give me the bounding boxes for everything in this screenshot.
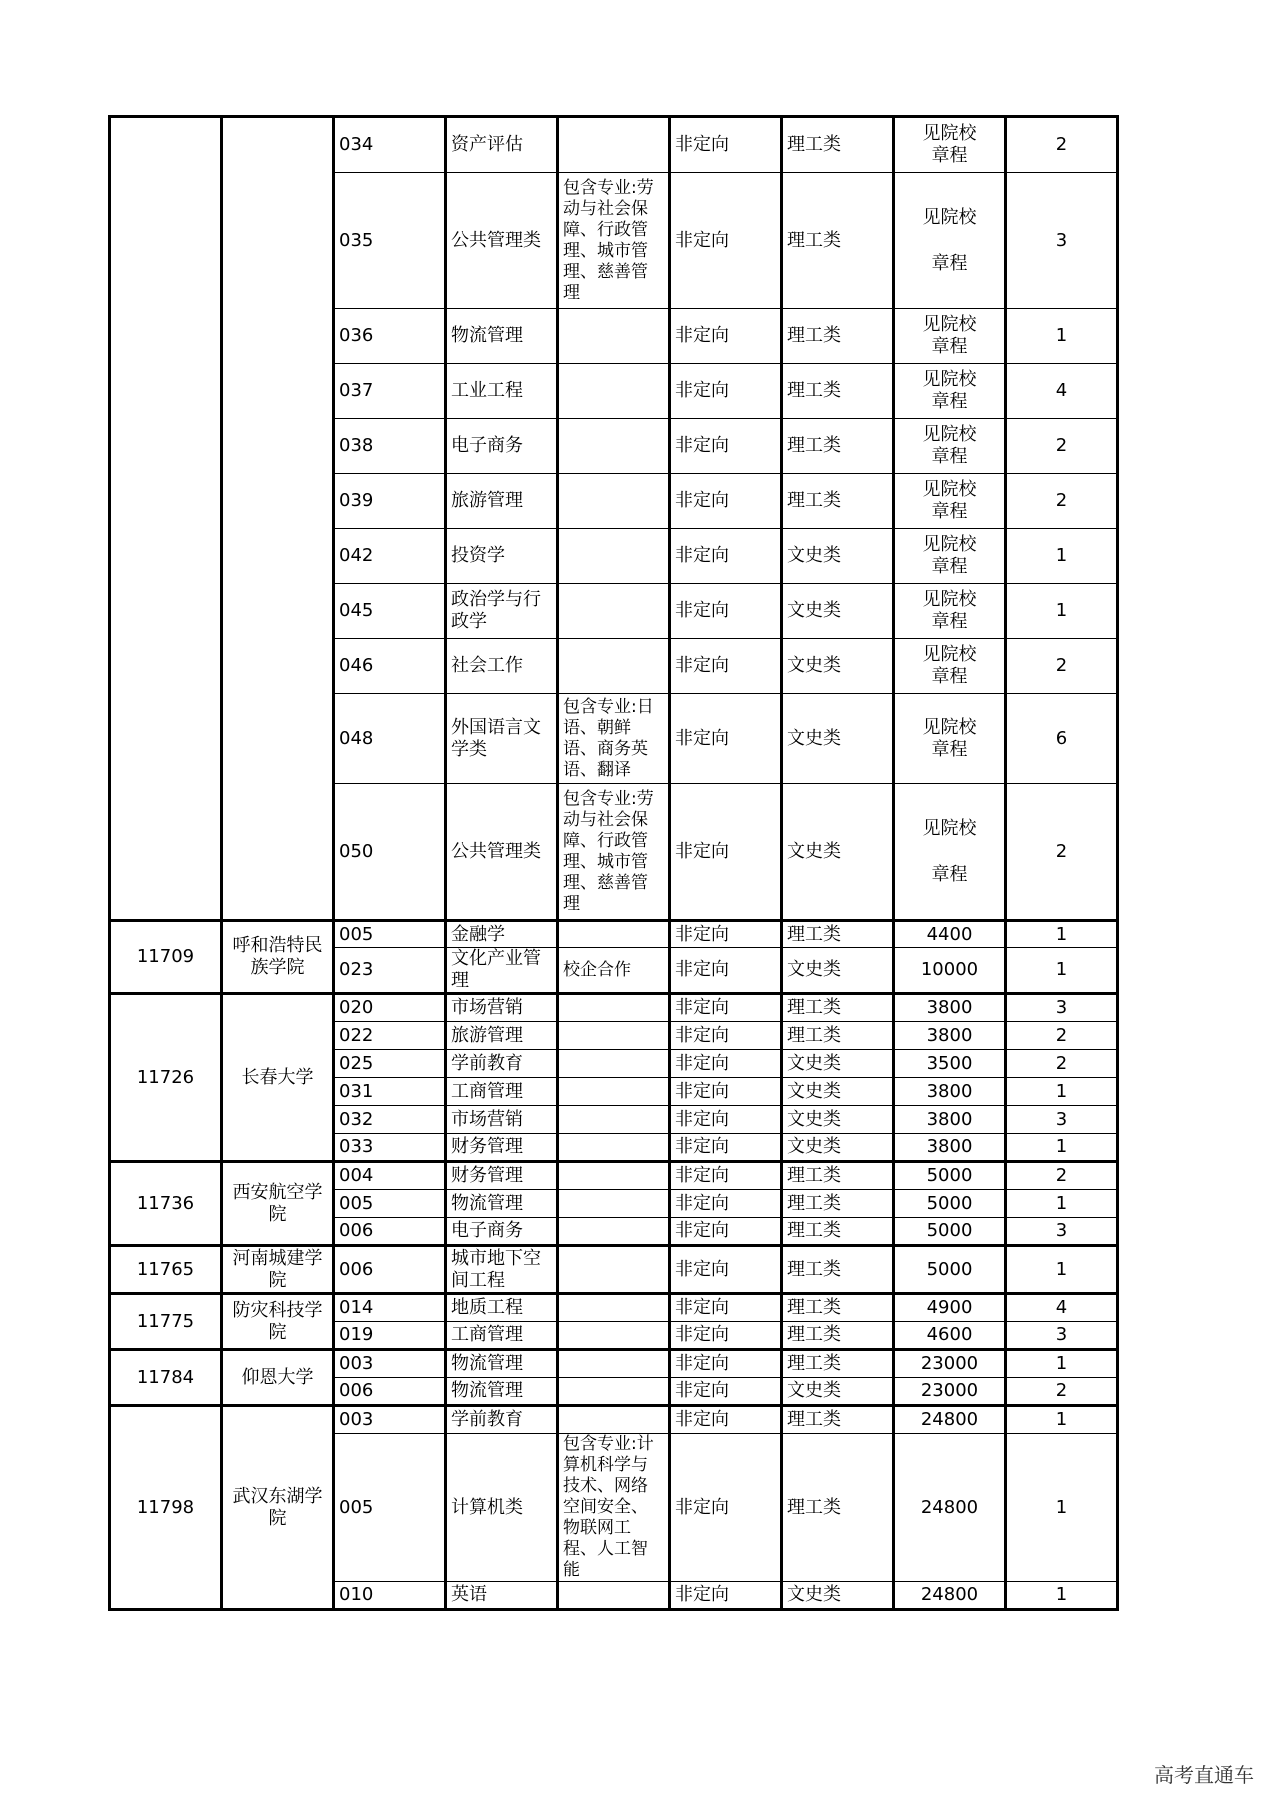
major-note-cell	[558, 1190, 670, 1218]
tuition-fee-cell	[894, 1294, 1006, 1322]
major-code-cell: 004	[334, 1162, 446, 1190]
institution-code-cell: 11736	[110, 1162, 222, 1246]
major-code-cell: 032	[334, 1106, 446, 1134]
major-code-cell: 006	[334, 1378, 446, 1406]
tuition-fee-cell	[894, 1322, 1006, 1350]
major-note-cell	[558, 584, 670, 639]
tuition-fee-line: 见院校	[922, 123, 977, 144]
direction-cell: 非定向	[670, 1078, 782, 1106]
major-note-cell	[558, 1162, 670, 1190]
tuition-fee-cell	[894, 1350, 1006, 1378]
tuition-fee-cell	[894, 1134, 1006, 1162]
tuition-fee-line: 见院校	[922, 314, 977, 335]
major-code-cell: 042	[334, 529, 446, 584]
major-code-cell: 022	[334, 1022, 446, 1050]
table-row	[110, 994, 1118, 1022]
tuition-fee-line: 见院校	[922, 534, 977, 555]
tuition-fee-line: 24800	[920, 1584, 979, 1605]
table-row	[110, 1246, 1118, 1294]
major-note-cell	[558, 529, 670, 584]
category-cell: 文史类	[782, 1582, 894, 1610]
tuition-fee-line: 5000	[926, 1220, 973, 1241]
tuition-fee-cell	[894, 117, 1006, 173]
institution-name-cell: 长春大学	[222, 994, 334, 1162]
major-code-cell: 006	[334, 1246, 446, 1294]
major-name-cell: 工商管理	[446, 1078, 558, 1106]
tuition-fee-line: 章程	[931, 336, 968, 357]
tuition-fee-line: 见院校	[922, 479, 977, 500]
direction-cell: 非定向	[670, 1582, 782, 1610]
major-name-cell: 电子商务	[446, 1218, 558, 1246]
table-row	[110, 1350, 1118, 1378]
major-name-cell: 公共管理类	[446, 173, 558, 309]
major-note-cell	[558, 1078, 670, 1106]
major-code-cell: 034	[334, 117, 446, 173]
tuition-fee-line: 3800	[926, 1108, 973, 1130]
plan-count-cell: 2	[1006, 1022, 1118, 1050]
plan-count-cell: 2	[1006, 117, 1118, 173]
major-code-cell: 014	[334, 1294, 446, 1322]
plan-count-cell: 3	[1006, 1322, 1118, 1350]
major-note-cell: 包含专业:劳动与社会保障、行政管理、城市管理、慈善管理	[558, 173, 670, 309]
tuition-fee-cell	[894, 784, 1006, 921]
plan-count-cell: 1	[1006, 1246, 1118, 1294]
category-cell: 理工类	[782, 419, 894, 474]
tuition-fee-cell	[894, 584, 1006, 639]
tuition-fee-line: 章程	[931, 666, 968, 687]
direction-cell: 非定向	[670, 1190, 782, 1218]
major-name-cell: 资产评估	[446, 117, 558, 173]
plan-count-cell: 1	[1006, 1434, 1118, 1582]
tuition-fee-line: 章程	[931, 863, 968, 885]
major-note-cell	[558, 1322, 670, 1350]
major-name-cell: 文化产业管理	[446, 948, 558, 994]
plan-count-cell: 1	[1006, 1350, 1118, 1378]
category-cell: 理工类	[782, 364, 894, 419]
tuition-fee-cell	[894, 694, 1006, 784]
major-note-cell: 校企合作	[558, 948, 670, 994]
category-cell: 理工类	[782, 921, 894, 948]
tuition-fee-line: 见院校	[922, 206, 977, 228]
major-note-cell	[558, 994, 670, 1022]
major-name-cell: 物流管理	[446, 1190, 558, 1218]
tuition-fee-line: 4400	[926, 923, 973, 945]
major-code-cell: 003	[334, 1350, 446, 1378]
major-name-cell: 旅游管理	[446, 474, 558, 529]
tuition-fee-cell	[894, 1246, 1006, 1294]
major-name-cell: 公共管理类	[446, 784, 558, 921]
major-note-cell	[558, 1350, 670, 1378]
category-cell: 理工类	[782, 1022, 894, 1050]
direction-cell: 非定向	[670, 309, 782, 364]
major-name-cell: 电子商务	[446, 419, 558, 474]
plan-count-cell: 1	[1006, 1582, 1118, 1610]
tuition-fee-line: 见院校	[922, 424, 977, 445]
institution-name-cell: 仰恩大学	[222, 1350, 334, 1406]
tuition-fee-cell	[894, 1050, 1006, 1078]
plan-count-cell: 2	[1006, 639, 1118, 694]
tuition-fee-line: 章程	[931, 738, 968, 760]
major-name-cell: 计算机类	[446, 1434, 558, 1582]
tuition-fee-cell	[894, 309, 1006, 364]
plan-count-cell: 1	[1006, 1078, 1118, 1106]
institution-name-cell	[222, 117, 334, 921]
tuition-fee-line: 4900	[926, 1297, 973, 1318]
major-code-cell: 005	[334, 1434, 446, 1582]
direction-cell: 非定向	[670, 364, 782, 419]
tuition-fee-line: 见院校	[922, 817, 977, 839]
tuition-fee-cell	[894, 1434, 1006, 1582]
tuition-fee-cell	[894, 1378, 1006, 1406]
plan-count-cell: 1	[1006, 1406, 1118, 1434]
direction-cell: 非定向	[670, 639, 782, 694]
tuition-fee-line: 4600	[926, 1324, 973, 1345]
tuition-fee-cell	[894, 948, 1006, 994]
direction-cell: 非定向	[670, 173, 782, 309]
major-note-cell	[558, 1294, 670, 1322]
major-code-cell: 023	[334, 948, 446, 994]
institution-code-cell: 11709	[110, 921, 222, 994]
major-note-cell	[558, 1106, 670, 1134]
direction-cell: 非定向	[670, 419, 782, 474]
tuition-fee-cell	[894, 173, 1006, 309]
institution-code-cell: 11775	[110, 1294, 222, 1350]
major-name-cell: 地质工程	[446, 1294, 558, 1322]
category-cell: 文史类	[782, 784, 894, 921]
tuition-fee-cell	[894, 474, 1006, 529]
direction-cell: 非定向	[670, 1134, 782, 1162]
tuition-fee-cell	[894, 1022, 1006, 1050]
direction-cell: 非定向	[670, 1434, 782, 1582]
direction-cell: 非定向	[670, 1050, 782, 1078]
major-name-cell: 物流管理	[446, 1350, 558, 1378]
tuition-fee-line: 3800	[926, 1136, 973, 1157]
category-cell: 文史类	[782, 529, 894, 584]
category-cell: 理工类	[782, 1294, 894, 1322]
major-name-cell: 城市地下空间工程	[446, 1246, 558, 1294]
major-name-cell: 投资学	[446, 529, 558, 584]
major-code-cell: 010	[334, 1582, 446, 1610]
category-cell: 文史类	[782, 1378, 894, 1406]
tuition-fee-cell	[894, 1190, 1006, 1218]
tuition-fee-line: 23000	[920, 1380, 979, 1401]
table-row	[110, 1406, 1118, 1434]
major-name-cell: 金融学	[446, 921, 558, 948]
tuition-fee-line: 见院校	[922, 716, 977, 738]
major-code-cell: 045	[334, 584, 446, 639]
major-note-cell	[558, 1246, 670, 1294]
category-cell: 文史类	[782, 1106, 894, 1134]
tuition-fee-cell	[894, 921, 1006, 948]
major-note-cell	[558, 117, 670, 173]
category-cell: 理工类	[782, 1190, 894, 1218]
tuition-fee-line: 章程	[931, 391, 968, 412]
tuition-fee-cell	[894, 1078, 1006, 1106]
category-cell: 文史类	[782, 584, 894, 639]
institution-code-cell: 11784	[110, 1350, 222, 1406]
category-cell: 理工类	[782, 117, 894, 173]
category-cell: 理工类	[782, 1350, 894, 1378]
tuition-fee-line: 章程	[931, 611, 968, 632]
major-code-cell: 036	[334, 309, 446, 364]
tuition-fee-cell	[894, 529, 1006, 584]
direction-cell: 非定向	[670, 1378, 782, 1406]
category-cell: 文史类	[782, 948, 894, 994]
plan-count-cell: 1	[1006, 948, 1118, 994]
tuition-fee-cell	[894, 1406, 1006, 1434]
direction-cell: 非定向	[670, 584, 782, 639]
category-cell: 理工类	[782, 474, 894, 529]
tuition-fee-line: 5000	[926, 1165, 973, 1186]
major-code-cell: 006	[334, 1218, 446, 1246]
major-note-cell	[558, 309, 670, 364]
admission-plan-table	[108, 115, 1119, 1611]
plan-count-cell: 6	[1006, 694, 1118, 784]
plan-count-cell: 1	[1006, 921, 1118, 948]
major-code-cell: 005	[334, 921, 446, 948]
category-cell: 理工类	[782, 1434, 894, 1582]
direction-cell: 非定向	[670, 694, 782, 784]
category-cell: 文史类	[782, 639, 894, 694]
major-note-cell	[558, 1134, 670, 1162]
plan-count-cell: 2	[1006, 474, 1118, 529]
plan-count-cell: 3	[1006, 994, 1118, 1022]
institution-name-cell: 河南城建学院	[222, 1246, 334, 1294]
major-note-cell	[558, 419, 670, 474]
major-note-cell	[558, 639, 670, 694]
plan-count-cell: 1	[1006, 584, 1118, 639]
table-row	[110, 1162, 1118, 1190]
direction-cell: 非定向	[670, 1106, 782, 1134]
category-cell: 理工类	[782, 994, 894, 1022]
major-code-cell: 035	[334, 173, 446, 309]
major-note-cell	[558, 1022, 670, 1050]
direction-cell: 非定向	[670, 784, 782, 921]
major-name-cell: 物流管理	[446, 309, 558, 364]
direction-cell: 非定向	[670, 1022, 782, 1050]
major-note-cell	[558, 1406, 670, 1434]
major-code-cell: 037	[334, 364, 446, 419]
major-name-cell: 旅游管理	[446, 1022, 558, 1050]
major-note-cell	[558, 474, 670, 529]
watermark-text: 高考直通车	[1154, 1763, 1254, 1787]
plan-count-cell: 1	[1006, 529, 1118, 584]
tuition-fee-line: 3800	[926, 1024, 973, 1046]
table-body	[110, 117, 1118, 1610]
tuition-fee-line: 见院校	[922, 644, 977, 665]
direction-cell: 非定向	[670, 1246, 782, 1294]
tuition-fee-cell	[894, 639, 1006, 694]
institution-name-cell: 呼和浩特民族学院	[222, 921, 334, 994]
direction-cell: 非定向	[670, 117, 782, 173]
table-row	[110, 921, 1118, 948]
major-note-cell	[558, 1378, 670, 1406]
major-code-cell: 031	[334, 1078, 446, 1106]
direction-cell: 非定向	[670, 921, 782, 948]
major-note-cell	[558, 1582, 670, 1610]
tuition-fee-line: 章程	[931, 145, 968, 166]
major-note-cell: 包含专业:劳动与社会保障、行政管理、城市管理、慈善管理	[558, 784, 670, 921]
institution-name-cell: 武汉东湖学院	[222, 1406, 334, 1610]
tuition-fee-line: 章程	[931, 556, 968, 577]
major-code-cell: 003	[334, 1406, 446, 1434]
tuition-fee-cell	[894, 1582, 1006, 1610]
tuition-fee-cell	[894, 364, 1006, 419]
tuition-fee-line: 章程	[931, 252, 968, 274]
major-name-cell: 市场营销	[446, 1106, 558, 1134]
direction-cell: 非定向	[670, 1322, 782, 1350]
category-cell: 文史类	[782, 694, 894, 784]
table-row	[110, 1294, 1118, 1322]
institution-name-cell: 防灾科技学院	[222, 1294, 334, 1350]
plan-count-cell: 3	[1006, 173, 1118, 309]
major-note-cell	[558, 921, 670, 948]
major-code-cell: 020	[334, 994, 446, 1022]
tuition-fee-cell	[894, 1162, 1006, 1190]
category-cell: 理工类	[782, 309, 894, 364]
tuition-fee-line: 5000	[926, 1192, 973, 1214]
plan-count-cell: 2	[1006, 419, 1118, 474]
institution-code-cell: 11798	[110, 1406, 222, 1610]
plan-count-cell: 4	[1006, 1294, 1118, 1322]
direction-cell: 非定向	[670, 474, 782, 529]
category-cell: 理工类	[782, 173, 894, 309]
major-name-cell: 市场营销	[446, 994, 558, 1022]
plan-count-cell: 1	[1006, 1190, 1118, 1218]
plan-count-cell: 2	[1006, 1378, 1118, 1406]
major-name-cell: 财务管理	[446, 1134, 558, 1162]
major-name-cell: 学前教育	[446, 1050, 558, 1078]
major-name-cell: 工业工程	[446, 364, 558, 419]
major-name-cell: 学前教育	[446, 1406, 558, 1434]
plan-count-cell: 1	[1006, 1134, 1118, 1162]
institution-code-cell	[110, 117, 222, 921]
direction-cell: 非定向	[670, 1162, 782, 1190]
tuition-fee-line: 章程	[931, 501, 968, 522]
tuition-fee-line: 3500	[926, 1052, 973, 1074]
major-code-cell: 025	[334, 1050, 446, 1078]
category-cell: 理工类	[782, 1218, 894, 1246]
tuition-fee-line: 3800	[926, 997, 973, 1018]
tuition-fee-line: 24800	[920, 1496, 979, 1518]
plan-count-cell: 2	[1006, 1162, 1118, 1190]
major-code-cell: 046	[334, 639, 446, 694]
major-name-cell: 物流管理	[446, 1378, 558, 1406]
category-cell: 理工类	[782, 1406, 894, 1434]
major-name-cell: 财务管理	[446, 1162, 558, 1190]
institution-name-cell: 西安航空学院	[222, 1162, 334, 1246]
major-note-cell	[558, 364, 670, 419]
major-name-cell: 政治学与行政学	[446, 584, 558, 639]
tuition-fee-line: 3800	[926, 1080, 973, 1102]
category-cell: 文史类	[782, 1134, 894, 1162]
tuition-fee-cell	[894, 419, 1006, 474]
major-note-cell: 包含专业:日语、朝鲜语、商务英语、翻译	[558, 694, 670, 784]
tuition-fee-cell	[894, 994, 1006, 1022]
direction-cell: 非定向	[670, 1218, 782, 1246]
direction-cell: 非定向	[670, 948, 782, 994]
major-note-cell	[558, 1050, 670, 1078]
plan-count-cell: 2	[1006, 784, 1118, 921]
institution-code-cell: 11765	[110, 1246, 222, 1294]
table-row	[110, 117, 1118, 173]
plan-count-cell: 1	[1006, 309, 1118, 364]
category-cell: 文史类	[782, 1078, 894, 1106]
tuition-fee-line: 章程	[931, 446, 968, 467]
major-name-cell: 外国语言文学类	[446, 694, 558, 784]
category-cell: 理工类	[782, 1162, 894, 1190]
major-code-cell: 005	[334, 1190, 446, 1218]
major-code-cell: 038	[334, 419, 446, 474]
direction-cell: 非定向	[670, 1350, 782, 1378]
major-name-cell: 英语	[446, 1582, 558, 1610]
tuition-fee-line: 5000	[926, 1258, 973, 1280]
tuition-fee-line: 见院校	[922, 369, 977, 390]
plan-count-cell: 2	[1006, 1050, 1118, 1078]
major-name-cell: 社会工作	[446, 639, 558, 694]
major-code-cell: 039	[334, 474, 446, 529]
tuition-fee-cell	[894, 1218, 1006, 1246]
major-code-cell: 033	[334, 1134, 446, 1162]
major-name-cell: 工商管理	[446, 1322, 558, 1350]
major-code-cell: 048	[334, 694, 446, 784]
tuition-fee-line: 10000	[920, 959, 979, 980]
tuition-fee-line: 23000	[920, 1353, 979, 1374]
category-cell: 理工类	[782, 1322, 894, 1350]
plan-count-cell: 4	[1006, 364, 1118, 419]
tuition-fee-cell	[894, 1106, 1006, 1134]
category-cell: 文史类	[782, 1050, 894, 1078]
major-code-cell: 019	[334, 1322, 446, 1350]
direction-cell: 非定向	[670, 529, 782, 584]
institution-code-cell: 11726	[110, 994, 222, 1162]
direction-cell: 非定向	[670, 1294, 782, 1322]
tuition-fee-line: 见院校	[922, 589, 977, 610]
plan-count-cell: 3	[1006, 1106, 1118, 1134]
plan-count-cell: 3	[1006, 1218, 1118, 1246]
major-note-cell	[558, 1218, 670, 1246]
direction-cell: 非定向	[670, 1406, 782, 1434]
major-note-cell: 包含专业:计算机科学与技术、网络空间安全、物联网工程、人工智能	[558, 1434, 670, 1582]
major-code-cell: 050	[334, 784, 446, 921]
direction-cell: 非定向	[670, 994, 782, 1022]
category-cell: 理工类	[782, 1246, 894, 1294]
tuition-fee-line: 24800	[920, 1409, 979, 1430]
